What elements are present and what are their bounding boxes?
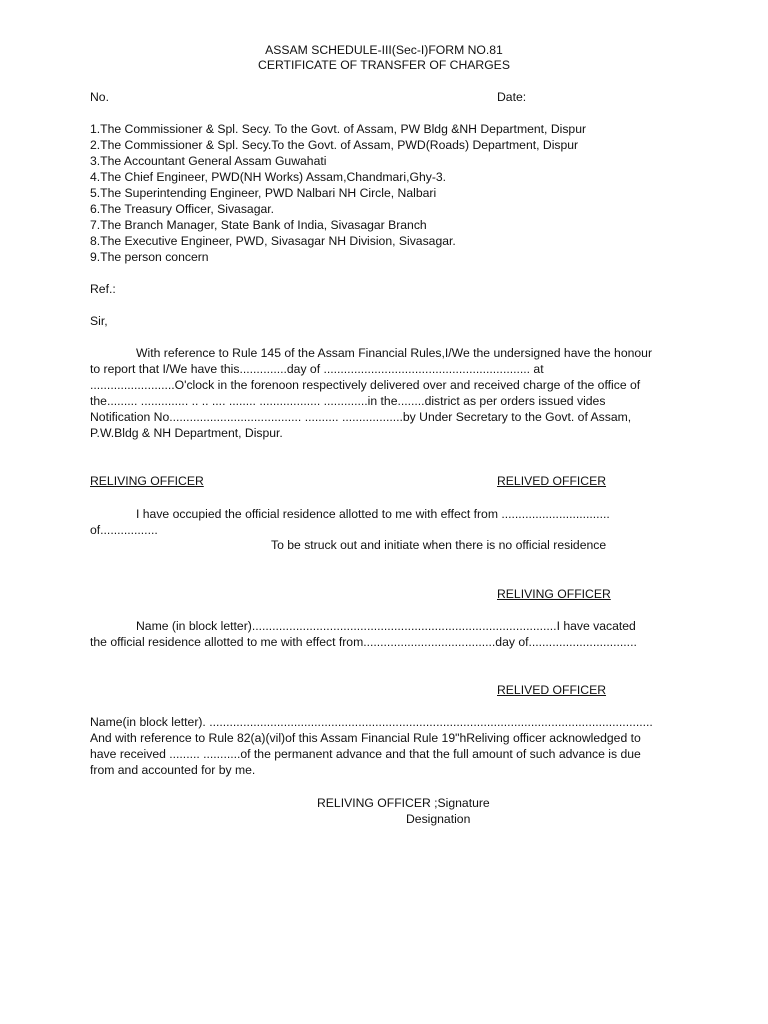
no-label: No. (90, 90, 109, 104)
recipient-item: 8.The Executive Engineer, PWD, Sivasagar NH Division, Sivasagar. (90, 234, 456, 248)
strike-out-note: To be struck out and initiate when there is no official residence (271, 538, 607, 552)
reliving-officer-label: RELIVING OFFICER (497, 587, 611, 601)
ref-label: Ref.: (90, 282, 116, 296)
recipient-item: 4.The Chief Engineer, PWD(NH Works) Assam,Chandmari,Ghy-3. (90, 170, 447, 184)
recipient-item: 6.The Treasury Officer, Sivasagar. (90, 202, 275, 216)
paragraph-line: With reference to Rule 145 of the Assam Financial Rules,I/We the undersigned have the honour (136, 346, 653, 360)
paragraph-line: the......... .............. .. .. .... ........ .................. .............in the........district as per orders issued vides (90, 394, 606, 408)
recipient-item: 3.The Accountant General Assam Guwahati (90, 154, 327, 168)
paragraph-line: to report that I/We have this..............day of ............................................................. at (90, 362, 544, 376)
paragraph-line: Name(in block letter). ................................................................................................................................... (90, 715, 653, 729)
paragraph-line: P.W.Bldg & NH Department, Dispur. (90, 426, 283, 440)
recipient-item: 1.The Commissioner & Spl. Secy. To the Govt. of Assam, PW Bldg &NH Department, Dispur (90, 122, 587, 136)
relived-officer-label: RELIVED OFFICER (497, 683, 607, 697)
salutation: Sir, (90, 314, 108, 328)
paragraph-line: the official residence allotted to me with effect from.......................................day of................................ (90, 635, 637, 649)
designation-label: Designation (406, 812, 471, 826)
paragraph-line: Notification No....................................... .......... ..................by Under Secretary to the Govt. of Assam, (90, 410, 632, 424)
recipient-item: 9.The person concern (90, 250, 209, 264)
paragraph-line: And with reference to Rule 82(a)(vil)of this Assam Financial Rule 19"hReliving officer acknowledged to (90, 731, 641, 745)
paragraph-line: .........................O'clock in the forenoon respectively delivered over and received charge of the office of (90, 378, 641, 392)
paragraph-line: I have occupied the official residence allotted to me with effect from ................................ (136, 507, 610, 521)
certificate-title: CERTIFICATE OF TRANSFER OF CHARGES (258, 58, 510, 72)
recipient-item: 7.The Branch Manager, State Bank of India, Sivasagar Branch (90, 218, 427, 232)
paragraph-line: have received ......... ...........of the permanent advance and that the full amount of such advance is due (90, 747, 641, 761)
recipient-item: 5.The Superintending Engineer, PWD Nalbari NH Circle, Nalbari (90, 186, 437, 200)
paragraph-line: from and accounted for by me. (90, 763, 256, 777)
relived-officer-heading: RELIVED OFFICER (497, 474, 607, 488)
date-label: Date: (497, 90, 527, 104)
paragraph-line: Name (in block letter)..........................................................................................I have vacated (136, 619, 636, 633)
reliving-officer-heading: RELIVING OFFICER (90, 474, 204, 488)
paragraph-line: of................. (90, 523, 158, 537)
signature-label: RELIVING OFFICER ;Signature (317, 796, 490, 810)
form-title: ASSAM SCHEDULE-III(Sec-I)FORM NO.81 (265, 43, 503, 57)
recipient-item: 2.The Commissioner & Spl. Secy.To the Govt. of Assam, PWD(Roads) Department, Dispur (90, 138, 579, 152)
